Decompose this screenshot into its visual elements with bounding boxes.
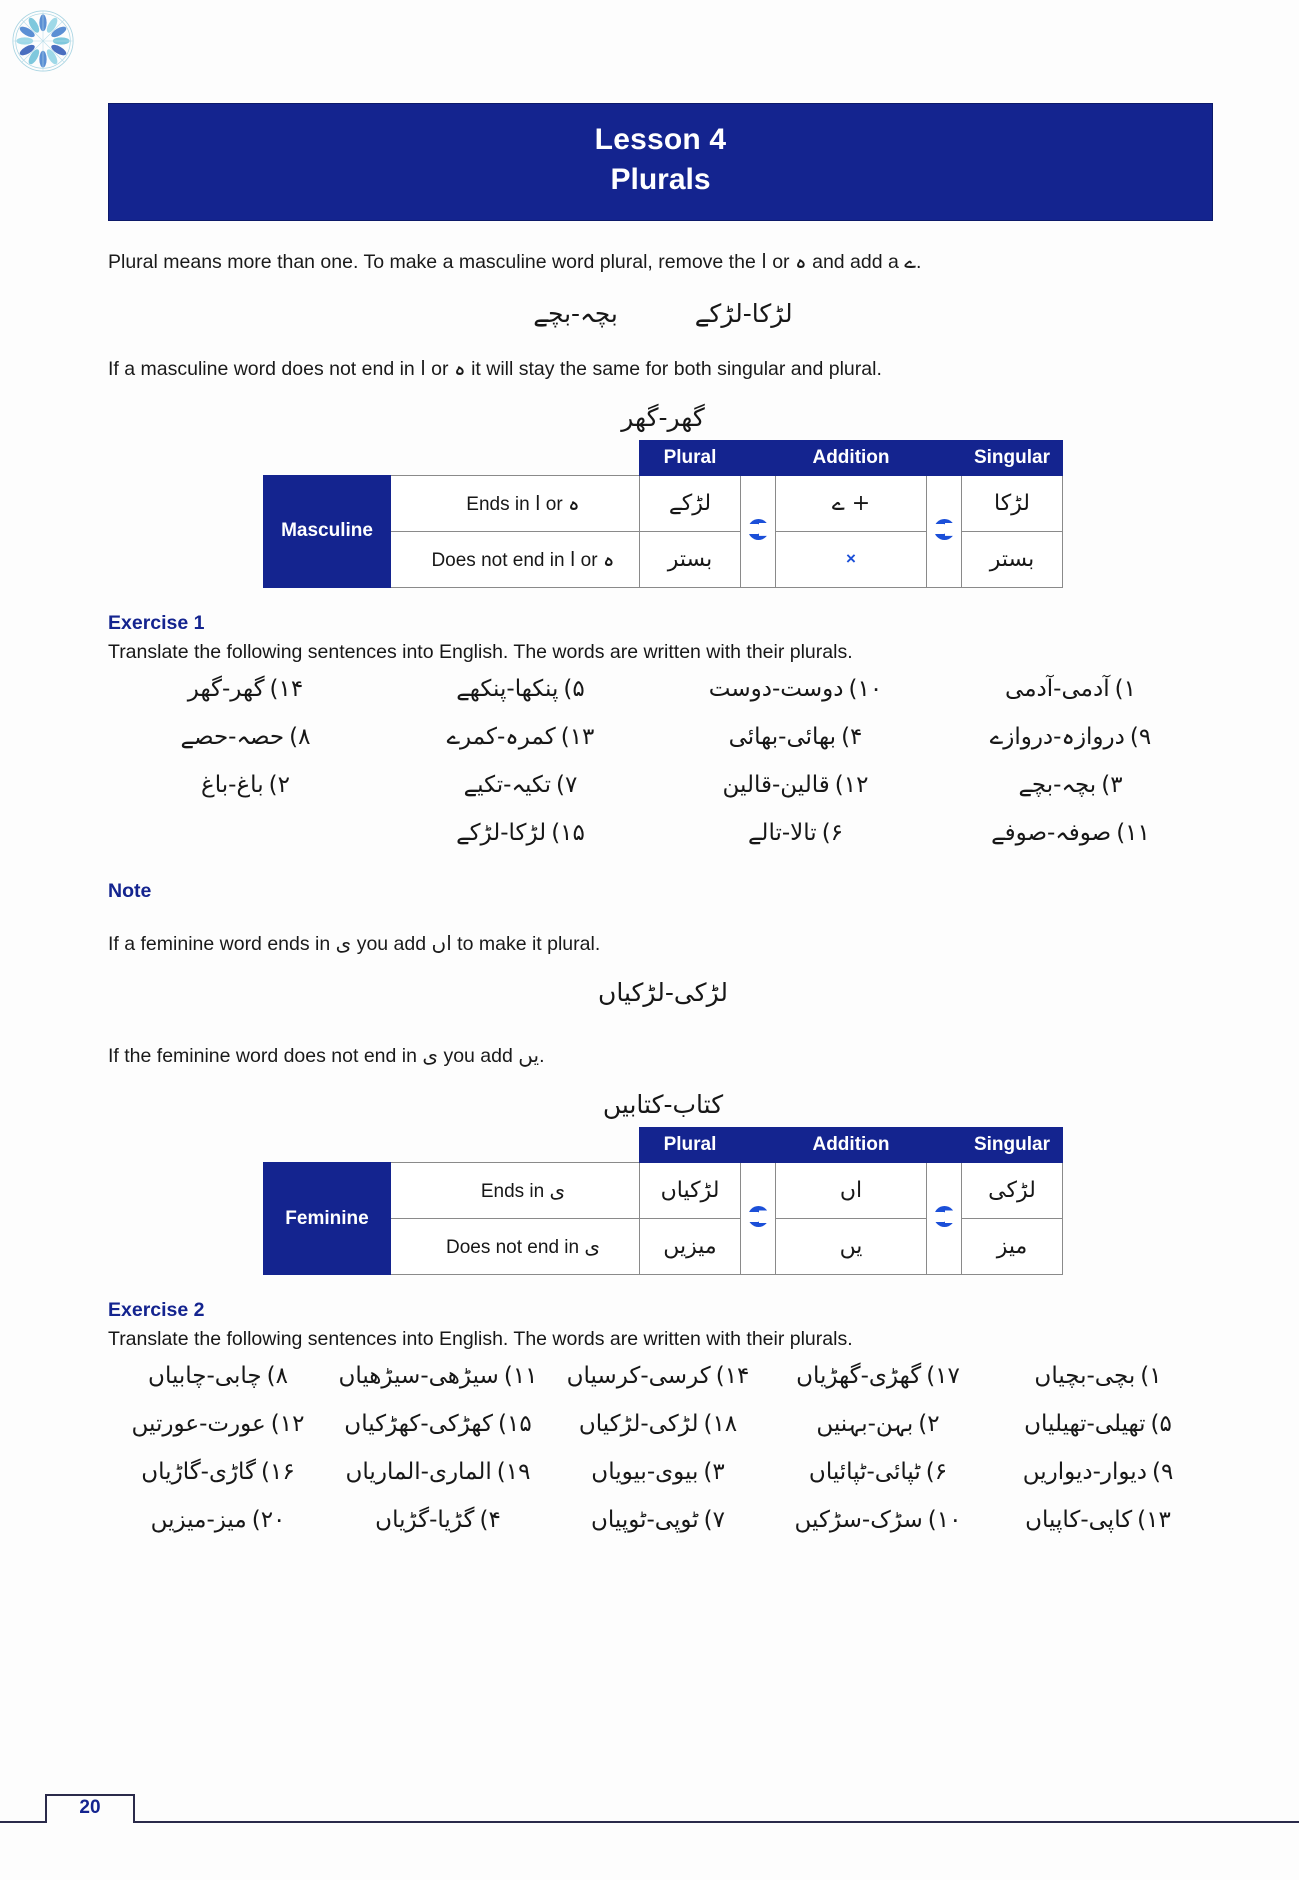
note-l1-part2: you add	[351, 932, 432, 955]
exercise-2-heading: Exercise 2	[108, 1299, 205, 1322]
feminine-header-arrow-gap-1	[741, 1128, 776, 1163]
feminine-rule-1	[391, 1163, 640, 1219]
exercise-item	[383, 772, 658, 798]
exercise-item-number: ۱)	[1114, 675, 1136, 702]
exercise-item-number: ۴)	[479, 1507, 501, 1534]
exercise-item	[933, 724, 1208, 750]
feminine-rule-1-letter: ی	[549, 1178, 566, 1203]
masculine-rule-2	[391, 531, 640, 587]
intro-paragraph-1	[108, 247, 1218, 276]
page-footer	[0, 1794, 1299, 1838]
exercise-item	[988, 1411, 1208, 1437]
exercise-1-heading: Exercise 1	[108, 611, 205, 634]
exercise-item	[548, 1459, 768, 1485]
intro-example-2: بچہ-بچے	[533, 298, 618, 328]
masculine-header-singular: Singular	[962, 440, 1063, 475]
exercise-item-text: قالین-قالین	[722, 771, 830, 798]
exercise-item-number: ۱۰)	[927, 1507, 962, 1534]
exercise-item-text: صوفہ-صوفے	[991, 819, 1112, 846]
exercise-item-number: ۳)	[703, 1459, 725, 1486]
exercise-item-text: گاڑی-گاڑیاں	[141, 1459, 257, 1486]
masculine-rule-2-alif: ا	[569, 546, 576, 571]
exercise-item	[933, 772, 1208, 798]
feminine-table	[263, 1127, 1063, 1275]
feminine-plural-1: لڑکیاں	[640, 1163, 741, 1219]
exercise-item-number: ۷)	[556, 771, 578, 798]
masculine-table-row	[264, 475, 1063, 531]
masculine-rule-1-he: ہ	[567, 490, 580, 515]
exercise-item-text: بہن-بہنیں	[816, 1411, 914, 1438]
feminine-table-header-row	[264, 1128, 1063, 1163]
intro-example-1: لڑکا-لڑکے	[694, 298, 793, 328]
exercise-item-number: ۲۰)	[251, 1507, 286, 1534]
exercise-item-text: بھائی-بھائی	[728, 723, 837, 750]
exercise-item-text: ٹپائی-ٹپائیاں	[808, 1459, 921, 1486]
exercise-item	[548, 1507, 768, 1533]
exercise-item-text: میز-میزیں	[150, 1507, 247, 1534]
exercise-item-text: کھڑکی-کھڑکیاں	[344, 1411, 493, 1438]
note-line-1	[108, 929, 1218, 958]
exercise-item-text: کمرہ-کمرے	[446, 723, 556, 750]
intro-example-ghar: گھر-گھر	[621, 402, 705, 432]
exercise-item-number: ۵)	[563, 675, 585, 702]
exercise-item	[658, 772, 933, 798]
feminine-table-wrapper	[108, 1127, 1218, 1275]
note-heading: Note	[108, 879, 152, 902]
masculine-rule-2-mid: or	[575, 549, 603, 571]
feminine-header-addition: Addition	[776, 1128, 927, 1163]
exercise-item	[328, 1411, 548, 1437]
note-line-2	[108, 1041, 1218, 1070]
masculine-plural-2: بستر	[640, 531, 741, 587]
feminine-header-plural: Plural	[640, 1128, 741, 1163]
left-arrow-circle-icon-1	[741, 475, 776, 587]
exercise-item	[328, 1363, 548, 1389]
urdu-letter-alif-2: ا	[420, 355, 426, 380]
exercise-item	[548, 1411, 768, 1437]
urdu-letter-ye: ے	[904, 249, 916, 274]
masculine-plural-1: لڑکے	[640, 475, 741, 531]
exercise-2-instruction: Translate the following sentences into English. The words are written with their plurals.	[108, 1328, 853, 1351]
masculine-header-blank-category	[264, 440, 391, 475]
exercise-item-number: ۷)	[703, 1507, 726, 1534]
feminine-singular-1: لڑکی	[962, 1163, 1063, 1219]
feminine-rule-2-prefix: Does not end in	[445, 1237, 585, 1259]
intro-examples-row	[108, 299, 1218, 328]
left-arrow-circle-icon-3	[741, 1163, 776, 1275]
note-l2-part1: If the feminine word does not end in	[108, 1045, 423, 1068]
exercise-item	[768, 1507, 988, 1533]
exercise-item	[933, 676, 1208, 702]
exercise-item-number: ۱۱)	[503, 1363, 538, 1390]
masculine-rule-1-mid: or	[540, 493, 568, 515]
exercise-item	[658, 820, 933, 846]
exercise-item-text: بچی-بچیاں	[1034, 1363, 1136, 1390]
feminine-plural-2: میزیں	[640, 1219, 741, 1275]
masculine-category-label: Masculine	[264, 475, 391, 587]
exercise-item	[108, 1411, 328, 1437]
note-l1-part3: to make it plural.	[451, 932, 601, 955]
note-l2-part2: you add	[438, 1045, 519, 1068]
urdu-suffix-een: یں	[518, 1043, 540, 1068]
exercise-item-text: سیڑھی-سیڑھیاں	[338, 1363, 499, 1390]
exercise-item-text: الماری-الماریاں	[345, 1459, 492, 1486]
exercise-item	[933, 820, 1208, 846]
exercise-item-text: سڑک-سڑکیں	[794, 1507, 923, 1534]
exercise-item	[988, 1507, 1208, 1533]
exercise-item	[768, 1363, 988, 1389]
feminine-header-singular: Singular	[962, 1128, 1063, 1163]
exercise-item-number: ۱۵)	[498, 1411, 532, 1438]
exercise-item-number: ۶)	[821, 819, 844, 846]
exercise-item	[328, 1459, 548, 1485]
intro-p2-part3: it will stay the same for both singular and plural.	[465, 357, 882, 380]
exercise-item-text: گھڑی-گھڑیاں	[796, 1363, 922, 1390]
urdu-letter-he: ہ	[794, 249, 807, 274]
exercise-item-number: ۵)	[1150, 1411, 1172, 1438]
urdu-letter-he-2: ہ	[453, 355, 466, 380]
note-example-larki: لڑکی-لڑکیاں	[597, 978, 728, 1008]
exercise-item-text: آدمی-آدمی	[1005, 675, 1110, 702]
exercise-2-grid	[108, 1363, 1218, 1533]
exercise-item-number: ۱۷)	[926, 1363, 960, 1390]
masculine-table-wrapper	[108, 440, 1218, 588]
intro-p2-part1: If a masculine word does not end in	[108, 357, 421, 380]
exercise-item-number: ۱۸)	[703, 1411, 738, 1438]
feminine-rule-2	[391, 1219, 640, 1275]
exercise-item-text: چابی-چابیاں	[148, 1363, 262, 1390]
intro-p1-part2: or	[766, 251, 795, 274]
feminine-table-row	[264, 1163, 1063, 1219]
exercise-item	[328, 1507, 548, 1533]
exercise-item-number: ۸)	[289, 723, 311, 750]
exercise-item	[383, 676, 658, 702]
intro-p1-part3: and add a	[806, 251, 905, 274]
exercise-item-text: کرسی-کرسیاں	[566, 1363, 711, 1390]
lesson-title: Lesson 4	[594, 123, 727, 156]
masculine-addition-1: + ے	[776, 475, 927, 531]
intro-p2-part2: or	[425, 357, 454, 380]
exercise-item-number: ۱۳)	[1137, 1507, 1171, 1534]
exercise-item-text: لڑکی-لڑکیاں	[578, 1411, 699, 1438]
exercise-item-number: ۱۴)	[715, 1363, 750, 1390]
masculine-singular-1: لڑکا	[962, 475, 1063, 531]
intro-p1-end: .	[916, 251, 922, 274]
note-l1-part1: If a feminine word ends in	[108, 932, 336, 955]
exercise-item-number: ۱۹)	[496, 1459, 531, 1486]
left-arrow-circle-icon-2	[927, 475, 962, 587]
exercise-item-number: ۸)	[266, 1363, 288, 1390]
feminine-category-label: Feminine	[264, 1163, 391, 1275]
exercise-item-number: ۱۵)	[551, 819, 585, 846]
exercise-item-text: تکیہ-تکیے	[463, 771, 551, 798]
exercise-item-text: حصہ-حصے	[180, 723, 285, 750]
exercise-item-text: بچہ-بچے	[1018, 771, 1097, 798]
feminine-header-blank-category	[264, 1128, 391, 1163]
exercise-item	[108, 772, 383, 798]
feminine-addition-2: یں	[776, 1219, 927, 1275]
masculine-header-addition: Addition	[776, 440, 927, 475]
mandala-flower-logo-icon	[8, 6, 78, 76]
exercise-item	[108, 676, 383, 702]
exercise-item-text: عورت-عورتیں	[131, 1411, 266, 1438]
masculine-rule-2-he: ہ	[602, 546, 615, 571]
exercise-item-number: ۱۱)	[1116, 819, 1150, 846]
exercise-item-text: تالا-تالے	[747, 819, 817, 846]
exercise-item	[108, 1507, 328, 1533]
exercise-item-text: بیوی-بیویاں	[591, 1459, 699, 1486]
exercise-item-number: ۱۶)	[261, 1459, 295, 1486]
exercise-item-text: گھر-گھر	[187, 675, 265, 702]
exercise-item-text: لڑکا-لڑکے	[456, 819, 547, 846]
page-number: 20	[79, 1797, 101, 1818]
exercise-item-number: ۲)	[918, 1411, 940, 1438]
feminine-header-blank-rule	[391, 1128, 640, 1163]
exercise-item	[658, 676, 933, 702]
masculine-addition-2: ×	[776, 531, 927, 587]
exercise-item	[383, 724, 658, 750]
exercise-item-number: ۹)	[1129, 723, 1152, 750]
intro-paragraph-2	[108, 354, 1218, 383]
masculine-rule-1-alif: ا	[534, 490, 541, 515]
exercise-item	[988, 1459, 1208, 1485]
masculine-header-arrow-gap-1	[741, 440, 776, 475]
urdu-letter-alif: ا	[761, 249, 767, 274]
masculine-rule-1-prefix: Ends in	[466, 493, 535, 515]
exercise-item-text: دوست-دوست	[708, 675, 844, 702]
masculine-rule-2-prefix: Does not end in	[431, 549, 570, 571]
note-l2-end: .	[539, 1045, 545, 1068]
intro-p1-part1: Plural means more than one. To make a masculine word plural, remove the	[108, 251, 762, 274]
exercise-item	[548, 1363, 768, 1389]
exercise-item-text: پنکھا-پنکھے	[456, 675, 559, 702]
feminine-rule-1-prefix: Ends in	[480, 1181, 550, 1203]
masculine-singular-2: بستر	[962, 531, 1063, 587]
exercise-item-text: باغ-باغ	[201, 771, 264, 798]
feminine-addition-1: اں	[776, 1163, 927, 1219]
exercise-item	[768, 1411, 988, 1437]
lesson-banner	[108, 103, 1213, 221]
feminine-header-arrow-gap-2	[927, 1128, 962, 1163]
exercise-item-text: تھیلی-تھیلیاں	[1024, 1411, 1146, 1438]
exercise-item	[768, 1459, 988, 1485]
exercise-1-instruction: Translate the following sentences into English. The words are written with their plurals.	[108, 640, 853, 663]
exercise-item-number: ۹)	[1151, 1459, 1174, 1486]
exercise-item	[108, 724, 383, 750]
masculine-header-plural: Plural	[640, 440, 741, 475]
urdu-letter-ye-fem-2: ی	[422, 1043, 439, 1068]
feminine-singular-2: میز	[962, 1219, 1063, 1275]
masculine-header-blank-rule	[391, 440, 640, 475]
lesson-subtitle: Plurals	[610, 163, 711, 197]
exercise-item-text: دروازہ-دروازے	[989, 723, 1125, 750]
exercise-item-text: کاپی-کاپیاں	[1025, 1507, 1133, 1534]
exercise-item-text: دیوار-دیواریں	[1022, 1459, 1147, 1486]
exercise-item-number: ۳)	[1101, 771, 1123, 798]
left-arrow-circle-icon-4	[927, 1163, 962, 1275]
exercise-item	[658, 724, 933, 750]
exercise-1-grid	[108, 676, 1218, 846]
masculine-rule-1	[391, 475, 640, 531]
exercise-item	[108, 1459, 328, 1485]
exercise-item	[108, 1363, 328, 1389]
exercise-item	[988, 1363, 1208, 1389]
exercise-item-number: ۱۲)	[270, 1411, 305, 1438]
exercise-item	[383, 820, 658, 846]
masculine-table	[263, 440, 1063, 588]
exercise-item-number: ۱۰)	[848, 675, 883, 702]
feminine-rule-2-letter: ی	[584, 1234, 601, 1259]
exercise-item-number: ۱)	[1140, 1363, 1162, 1390]
footer-divider	[0, 1821, 1299, 1823]
exercise-item-text: ٹوپی-ٹوپیاں	[590, 1507, 699, 1534]
exercise-item-number: ۱۳)	[560, 723, 595, 750]
exercise-item-number: ۶)	[925, 1459, 948, 1486]
exercise-item-number: ۴)	[841, 723, 863, 750]
exercise-item-number: ۱۲)	[834, 771, 869, 798]
urdu-suffix-aan: اں	[431, 930, 452, 955]
exercise-item-number: ۱۴)	[269, 675, 304, 702]
exercise-item-number: ۲)	[268, 771, 290, 798]
masculine-header-arrow-gap-2	[927, 440, 962, 475]
urdu-letter-ye-fem: ی	[335, 930, 352, 955]
exercise-item-text: گڑیا-گڑیاں	[375, 1507, 475, 1534]
masculine-table-header-row	[264, 440, 1063, 475]
note-example-kitab: کتاب-کتابیں	[602, 1090, 724, 1120]
